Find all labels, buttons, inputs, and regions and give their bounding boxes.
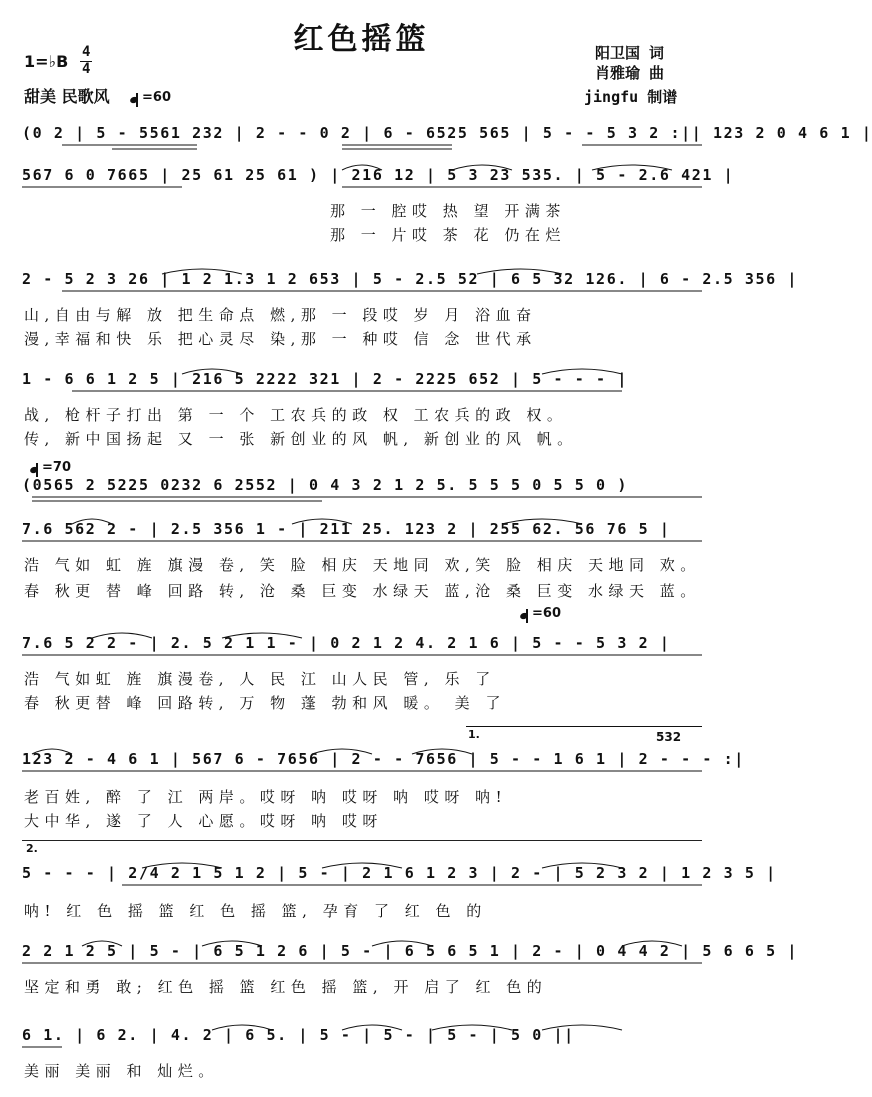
second-ending-bracket <box>22 840 702 841</box>
jianpu-notes: (0 2 | 5 - 5561 232 | 2 - - 0 2 | 6 - 6525 565 | 5 - - 5 3 2 :|| 123 2 0 4 6 1 | <box>22 124 872 142</box>
jianpu-notes: 123 2 - 4 6 1 | 567 6 - 7656 | 2 - - 7656 | 5 - - 1 6 1 | 2 - - - :| <box>22 750 745 768</box>
score-line-8 <box>22 744 745 778</box>
time-signature-top: 4 <box>82 44 91 60</box>
tempo-marking: =60 <box>532 606 561 621</box>
lyrics-verse-2: 春 秋更替 峰 回路转, 万 物 蓬 勃和风 暖。 美 了 <box>24 694 506 712</box>
score-line-4 <box>22 364 702 398</box>
jianpu-notes: 2 2 1 2 5 | 5 - | 6 5 1 2 6 | 5 - | 6 5 6 5 1 | 2 - | 0 4 4 2 | 5 6 6 5 | <box>22 942 799 960</box>
jianpu-notes: 7.6 562 2 - | 2.5 356 1 - | 211 25. 123 2 | 255 62. 56 76 5 | <box>22 520 671 538</box>
key-signature: 1=♭B <box>24 52 69 71</box>
song-title: 红色摇篮 <box>293 22 430 57</box>
first-ending-bracket <box>466 726 702 727</box>
quarter-note-icon <box>520 604 528 623</box>
composer-credit: 肖雅瑜 曲 <box>595 64 665 82</box>
lyrics-verse-2: 传, 新中国扬起 又 一 张 新创业的风 帆, 新创业的风 帆。 <box>24 430 578 448</box>
score-line-7 <box>22 628 702 662</box>
jianpu-notes: 5 - - - | 2/4 2 1 5 1 2 | 5 - | 2 1 6 1 2 3 | 2 - | 5 2 3 2 | 1 2 3 5 | <box>22 864 777 882</box>
score-line-2 <box>22 160 735 194</box>
lyrics-verse-1: 那 一 腔哎 热 望 开满茶 <box>330 202 566 220</box>
lyricist-credit: 阳卫国 词 <box>595 44 665 62</box>
second-ending-label: 2. <box>26 842 38 855</box>
jianpu-notes: 6 1. | 6 2. | 4. 2 | 6 5. | 5 - | 5 - | 5 - | 5 0 || <box>22 1020 702 1054</box>
jianpu-notes: 1 - 6 6 1 2 5 | 216 5 2222 321 | 2 - 2225 652 | 5 - - - | <box>22 370 628 388</box>
lyrics-verse-1: 坚定和勇 敢; 红色 摇 篮 红色 摇 篮, 开 启了 红 色的 <box>24 978 548 996</box>
tempo-marking: =60 <box>142 90 171 105</box>
lyrics-verse-2: 大中华, 遂 了 人 心愿。哎呀 呐 哎呀 <box>24 812 383 830</box>
jianpu-notes: 567 6 0 7665 | 25 61 25 61 ) | 216 12 | 5 3 23 535. | 5 - 2.6 421 | <box>22 166 735 184</box>
lyrics-verse-1: 美丽 美丽 和 灿烂。 <box>24 1062 219 1080</box>
lyrics-verse-1: 山,自由与解 放 把生命点 燃,那 一 段哎 岁 月 浴血奋 <box>24 306 537 324</box>
score-line-5 <box>22 470 702 504</box>
first-ending-label: 1. <box>468 728 480 741</box>
score-line-9 <box>22 858 777 892</box>
engraver-credit: jingfu 制谱 <box>584 88 678 106</box>
lyrics-verse-1: 浩 气如 虹 旌 旗漫 卷, 笑 脸 相庆 天地同 欢,笑 脸 相庆 天地同 欢。 <box>24 556 701 574</box>
lyrics-verse-1: 呐! 红 色 摇 篮 红 色 摇 篮, 孕育 了 红 色 的 <box>24 902 487 920</box>
lyrics-verse-1: 老百姓, 醉 了 江 两岸。哎呀 呐 哎呀 呐 哎呀 呐! <box>24 788 508 806</box>
lyrics-verse-1: 战, 枪杆子打出 第 一 个 工农兵的政 权 工农兵的政 权。 <box>24 406 568 424</box>
lyrics-verse-2: 那 一 片哎 茶 花 仍在烂 <box>330 226 566 244</box>
tempo-marking: =70 <box>42 460 71 475</box>
score-line-3 <box>22 264 799 298</box>
first-ending-notes: 532 <box>656 730 682 744</box>
score-line-11 <box>22 1020 702 1054</box>
style-marking: 甜美 民歌风 <box>24 87 110 106</box>
quarter-note-icon <box>130 88 138 107</box>
lyrics-verse-1: 浩 气如虹 旌 旗漫卷, 人 民 江 山人民 管, 乐 了 <box>24 670 496 688</box>
score-line-1 <box>22 118 872 152</box>
lyrics-verse-2: 春 秋更 替 峰 回路 转, 沧 桑 巨变 水绿天 蓝,沧 桑 巨变 水绿天 蓝。 <box>24 582 701 600</box>
time-signature-bottom: 4 <box>82 61 91 77</box>
score-line-10 <box>22 936 799 970</box>
lyrics-verse-2: 漫,幸福和快 乐 把心灵尽 染,那 一 种哎 信 念 世代承 <box>24 330 537 348</box>
jianpu-notes: 2 - 5 2 3 26 | 1 2 1.3 1 2 653 | 5 - 2.5 52 | 6 5 32 126. | 6 - 2.5 356 | <box>22 270 799 288</box>
jianpu-notes: 7.6 5 2 2 - | 2. 5 2 1 1 - | 0 2 1 2 4. 2 1 6 | 5 - - 5 3 2 | <box>22 634 671 652</box>
score-line-6 <box>22 514 702 548</box>
jianpu-notes: (0565 2 5225 0232 6 2552 | 0 4 3 2 1 2 5. 5 5 5 0 5 5 0 ) <box>22 476 628 494</box>
